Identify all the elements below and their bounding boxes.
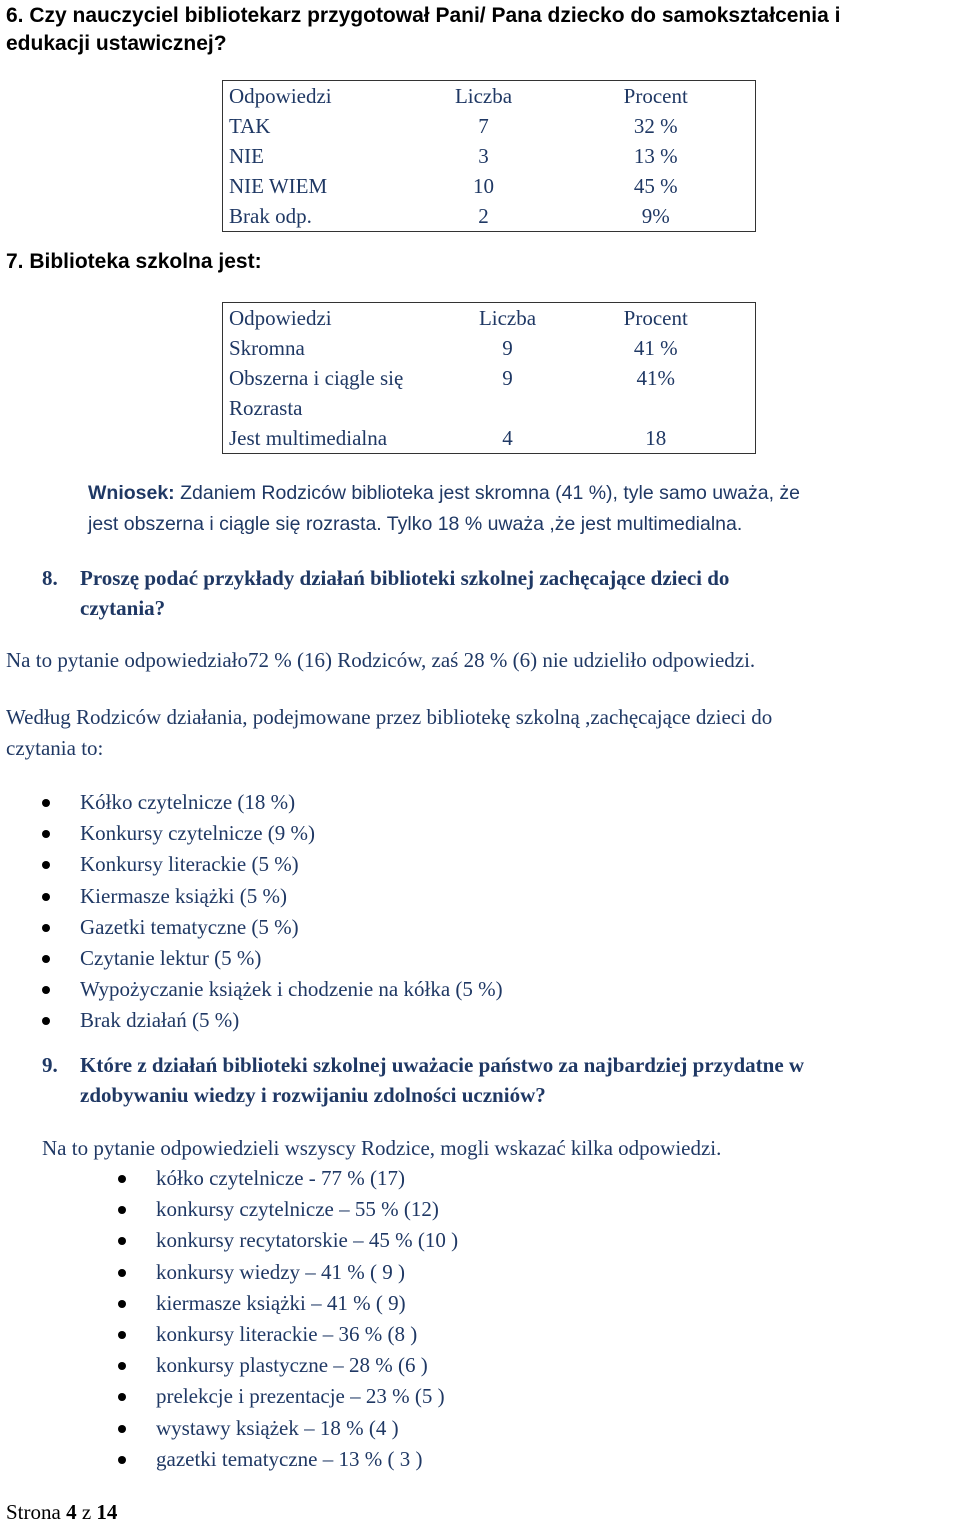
table-row xyxy=(223,393,756,423)
list-item-text: Konkursy czytelnicze (9 %) xyxy=(80,821,315,846)
q9-number: 9. xyxy=(42,1053,58,1077)
footer-middle: z xyxy=(76,1500,97,1524)
list-item-text: Brak działań (5 %) xyxy=(80,1008,240,1033)
list-item xyxy=(42,787,922,818)
bullet-icon xyxy=(118,1456,126,1464)
q6-header-percent: Procent xyxy=(557,81,756,112)
q6-table-header xyxy=(223,81,756,112)
q7-header-answers: Odpowiedzi xyxy=(223,303,459,334)
bullet-icon xyxy=(42,893,50,901)
q6-table xyxy=(222,80,756,232)
bullet-icon xyxy=(118,1331,126,1339)
list-item xyxy=(118,1163,938,1194)
bullet-icon xyxy=(42,799,50,807)
list-item-text: kiermasze książki – 41 % ( 9) xyxy=(156,1290,406,1315)
list-item-text: konkursy wiedzy – 41 % ( 9 ) xyxy=(156,1259,406,1284)
list-item-text: konkursy literackie – 36 % (8 ) xyxy=(156,1321,418,1346)
q6-header-answers: Odpowiedzi xyxy=(223,81,411,112)
list-item-text: Czytanie lektur (5 %) xyxy=(80,945,262,970)
q7-conclusion-line2: jest obszerna i ciągle się rozrasta. Tylko 18 % uważa ,że jest multimedialna. xyxy=(88,513,743,535)
q6-title-line1: 6. Czy nauczyciel bibliotekarz przygotował Pani/ Pana dziecko do samokształcenia i xyxy=(6,4,841,27)
list-item-text: konkursy czytelnicze – 55 % (12) xyxy=(156,1197,439,1222)
list-item-text: Wypożyczanie książek i chodzenie na kółka (5 %) xyxy=(80,977,503,1002)
q7-row-count: 4 xyxy=(459,423,557,454)
q7-conclusion-line1 xyxy=(88,478,958,509)
q6-row-answer: Brak odp. xyxy=(223,201,411,232)
q8-title-line1: Proszę podać przykłady działań biblioteki szkolnej zachęcające dzieci do xyxy=(80,566,730,590)
list-item xyxy=(42,912,922,943)
list-item xyxy=(42,974,922,1005)
q7-row-count: 9 xyxy=(502,335,513,360)
q6-header-count: Liczba xyxy=(411,81,557,112)
table-row xyxy=(223,111,756,141)
q7-row-percent xyxy=(557,393,756,423)
list-item xyxy=(118,1288,938,1319)
table-row xyxy=(223,141,756,171)
list-item-text: Kiermasze książki (5 %) xyxy=(80,883,287,908)
list-item-text: kółko czytelnicze - 77 % (17) xyxy=(156,1166,405,1190)
list-item xyxy=(118,1381,938,1412)
list-item-text: Konkursy literackie (5 %) xyxy=(80,852,299,877)
list-item-text: konkursy recytatorskie – 45 % (10 ) xyxy=(156,1228,459,1253)
table-row xyxy=(223,201,756,232)
q7-row-count: 9 xyxy=(502,365,513,390)
table-row xyxy=(223,171,756,201)
footer-page-number: 4 xyxy=(66,1500,77,1524)
q6-row-count: 10 xyxy=(473,173,494,198)
q7-header-percent: Procent xyxy=(557,303,756,334)
list-item xyxy=(42,818,922,849)
q7-row-percent: 41% xyxy=(557,363,756,393)
list-item-text: Kółko czytelnicze (18 %) xyxy=(80,790,296,814)
q8-intro-line2: czytania to: xyxy=(6,736,104,760)
q6-row-percent: 9% xyxy=(557,201,756,232)
list-item-text: prelekcje i prezentacje – 23 % (5 ) xyxy=(156,1384,445,1409)
q7-conclusion xyxy=(88,478,958,540)
q7-row-answer: Skromna xyxy=(223,333,459,363)
q7-row-percent: 18 xyxy=(557,423,756,454)
q8-heading xyxy=(42,563,942,623)
list-item-text: konkursy plastyczne – 28 % (6 ) xyxy=(156,1353,428,1378)
q7-header-count: Liczba xyxy=(459,303,557,334)
bullet-icon xyxy=(118,1175,126,1183)
list-item xyxy=(118,1194,938,1225)
footer-page-total: 14 xyxy=(96,1500,118,1524)
q6-row-count: 2 xyxy=(411,201,557,232)
list-item xyxy=(118,1350,938,1381)
table-row xyxy=(223,363,756,393)
q6-row-count: 3 xyxy=(478,143,489,168)
q9-list xyxy=(118,1163,938,1475)
q7-row-count xyxy=(459,393,557,423)
list-item-text: gazetki tematyczne – 13 % ( 3 ) xyxy=(156,1446,423,1471)
q7-heading: 7. Biblioteka szkolna jest: xyxy=(6,250,262,273)
q6-title-line2: edukacji ustawicznej? xyxy=(6,32,227,55)
list-item xyxy=(118,1319,938,1350)
q7-row-percent: 41 % xyxy=(557,333,756,363)
q6-row-answer: NIE xyxy=(223,141,411,171)
list-item xyxy=(118,1225,938,1256)
q9-title-line1: Które z działań biblioteki szkolnej uważacie państwo za najbardziej przydatne w xyxy=(80,1053,805,1077)
q7-table xyxy=(222,302,756,454)
bullet-icon xyxy=(118,1269,126,1277)
list-item xyxy=(42,943,922,974)
q6-row-percent: 13 % xyxy=(557,141,756,171)
q9-heading xyxy=(42,1050,958,1110)
q8-answer: Na to pytanie odpowiedziało72 % (16) Rodziców, zaś 28 % (6) nie udzieliło odpowiedzi. xyxy=(6,648,756,672)
list-item xyxy=(42,881,922,912)
bullet-icon xyxy=(118,1300,126,1308)
table-row xyxy=(223,423,756,454)
bullet-icon xyxy=(42,924,50,932)
q9-title-line2: zdobywaniu wiedzy i rozwijaniu zdolności uczniów? xyxy=(80,1083,546,1107)
q9-answer: Na to pytanie odpowiedzieli wszyscy Rodzice, mogli wskazać kilka odpowiedzi. xyxy=(42,1136,722,1160)
bullet-icon xyxy=(42,955,50,963)
page-footer xyxy=(6,1500,117,1525)
q6-row-count: 7 xyxy=(478,113,489,138)
q7-row-answer: Jest multimedialna xyxy=(223,423,459,454)
q7-table-header xyxy=(223,303,756,334)
q6-heading xyxy=(6,2,956,58)
q6-row-answer: NIE WIEM xyxy=(223,171,411,201)
q8-number: 8. xyxy=(42,566,58,590)
q6-row-percent: 45 % xyxy=(557,171,756,201)
footer-prefix: Strona xyxy=(6,1500,67,1524)
q7-row-answer: Obszerna i ciągle się xyxy=(223,363,459,393)
q6-row-percent: 32 % xyxy=(557,111,756,141)
table-row xyxy=(223,333,756,363)
list-item-text: wystawy książek – 18 % (4 ) xyxy=(156,1415,399,1440)
list-item xyxy=(42,849,922,880)
list-item xyxy=(42,1005,922,1036)
q8-list xyxy=(42,787,922,1037)
q7-row-answer: Rozrasta xyxy=(223,393,459,423)
list-item xyxy=(118,1257,938,1288)
q8-intro xyxy=(6,702,956,764)
q6-row-answer: TAK xyxy=(223,111,411,141)
conclusion-text-1: Zdaniem Rodziców biblioteka jest skromna (41 %), tyle samo uważa, że xyxy=(174,482,801,504)
q8-title-line2: czytania? xyxy=(80,596,166,620)
list-item-text: Gazetki tematyczne (5 %) xyxy=(80,914,299,939)
q8-intro-line1: Według Rodziców działania, podejmowane przez bibliotekę szkolną ,zachęcające dzieci do xyxy=(6,705,773,729)
list-item xyxy=(118,1413,938,1444)
bullet-icon xyxy=(118,1425,126,1433)
list-item xyxy=(118,1444,938,1475)
conclusion-label: Wniosek: xyxy=(88,482,175,504)
